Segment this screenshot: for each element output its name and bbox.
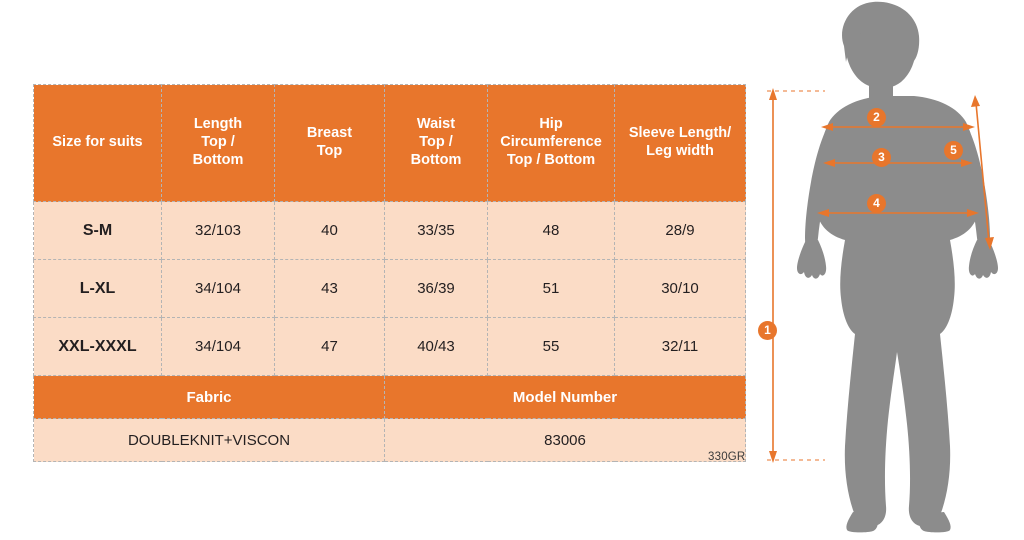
header-waist: Waist Top / Bottom — [385, 85, 488, 202]
badge-4-hip: 4 — [867, 194, 886, 213]
table-row — [34, 318, 746, 376]
header-breast: Breast Top — [275, 85, 385, 202]
row-sleeve-value: 32/11 — [615, 318, 746, 376]
row-length-value: 34/104 — [162, 318, 275, 376]
size-chart-table — [33, 84, 746, 462]
header-size — [34, 85, 162, 202]
row-size-label: L-XL — [34, 260, 162, 318]
row-waist-value: 33/35 — [385, 202, 488, 260]
fabric-header: Fabric — [34, 376, 385, 419]
badge-1-total-length: 1 — [758, 321, 777, 340]
table-row — [34, 202, 746, 260]
row-sleeve-value: 30/10 — [615, 260, 746, 318]
row-hip-value: 48 — [488, 202, 615, 260]
row-size-label: S-M — [34, 202, 162, 260]
row-waist-value: 36/39 — [385, 260, 488, 318]
row-breast-value: 43 — [275, 260, 385, 318]
row-sleeve-value: 28/9 — [615, 202, 746, 260]
header-hip: Hip Circumference Top / Bottom — [488, 85, 615, 202]
header-length: Length Top / Bottom — [162, 85, 275, 202]
badge-3-waist: 3 — [872, 148, 891, 167]
row-hip-value: 51 — [488, 260, 615, 318]
table-header-row — [34, 85, 746, 202]
table-row — [34, 260, 746, 318]
row-length-value: 32/103 — [162, 202, 275, 260]
header-sleeve: Sleeve Length/ Leg width — [615, 85, 746, 202]
model-number-value: 83006 — [385, 419, 746, 462]
header-size-label: Size for suits — [52, 134, 143, 151]
badge-2-breast: 2 — [867, 108, 886, 127]
row-breast-value: 47 — [275, 318, 385, 376]
row-size-label: XXL-XXXL — [34, 318, 162, 376]
fabric-value: DOUBLEKNIT+VISCON — [34, 419, 385, 462]
female-body-silhouette — [797, 2, 998, 533]
table-footer-header-row — [34, 376, 746, 419]
badge-5-sleeve: 5 — [944, 141, 963, 160]
row-breast-value: 40 — [275, 202, 385, 260]
female-silhouette-diagram — [745, 0, 1024, 535]
fabric-weight-note: 330GR — [708, 451, 746, 463]
row-hip-value: 55 — [488, 318, 615, 376]
row-length-value: 34/104 — [162, 260, 275, 318]
model-number-header: Model Number — [385, 376, 746, 419]
table-footer-value-row — [34, 419, 746, 462]
model-figure-panel — [745, 0, 1024, 535]
row-waist-value: 40/43 — [385, 318, 488, 376]
